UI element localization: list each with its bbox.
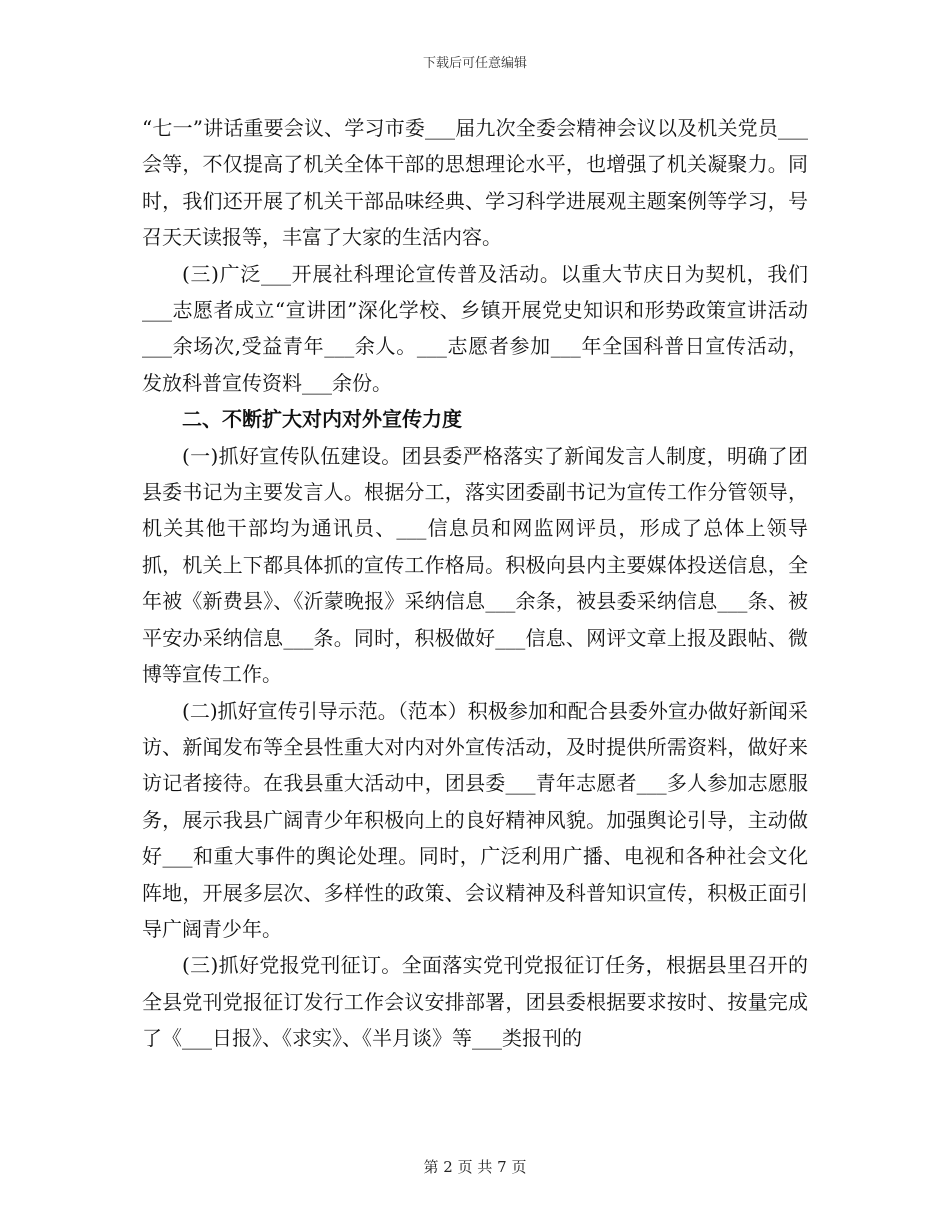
paragraph-3: (一)抓好宣传队伍建设。团县委严格落实了新闻发言人制度，明确了团县委书记为主要发言人。根据分工，落实团委副书记为宣传工作分管领导，机关其他干部均为通讯员、___信息员和网监网评员，形成了总体上领导抓，机关上下都具体抓的宣传工作格局。积极向县内主要媒体投送信息，全年被《新费县》、《沂蒙晚报》采纳信息___余条，被县委采纳信息___条、被平安办采纳信息___条。同时，积极做好___信息、网评文章上报及跟帖、微博等宣传工作。 xyxy=(142,443,808,687)
page-header: 下载后可任意编辑 xyxy=(422,56,527,71)
page-footer: 第 2 页 共 7 页 xyxy=(423,1158,527,1176)
document-body xyxy=(142,110,808,1057)
section-heading: 二、不断扩大对内对外宣传力度 xyxy=(182,407,462,432)
paragraph-4: (二)抓好宣传引导示范。（范本）积极参加和配合县委外宣办做好新闻采访、新闻发布等全县性重大对内对外宣传活动，及时提供所需资料，做好来访记者接待。在我县重大活动中，团县委___青年志愿者___多人参加志愿服务，展示我县广阔青少年积极向上的良好精神风貌。加强舆论引导，主动做好___和重大事件的舆论处理。同时，广泛利用广播、电视和各种社会文化阵地，开展多层次、多样性的政策、会议精神及科普知识宣传，积极正面引导广阔青少年。 xyxy=(142,698,808,941)
paragraph-5: (三)抓好党报党刊征订。全面落实党刊党报征订任务，根据县里召开的全县党刊党报征订发行工作会议安排部署，团县委根据要求按时、按量完成了《___日报》、《求实》、《半月谈》等___类报刊的 xyxy=(142,953,808,1051)
paragraph-1: “七一”讲话重要会议、学习市委___届九次全委会精神会议以及机关党员___会等，不仅提高了机关全体干部的思想理论水平，也增强了机关凝聚力。同时，我们还开展了机关干部品味经典、学习科学进展观主题案例等学习，号召天天读报等，丰富了大家的生活内容。 xyxy=(142,116,808,250)
paragraph-2: (三)广泛___开展社科理论宣传普及活动。以重大节庆日为契机，我们___志愿者成立“宣讲团”深化学校、乡镇开展党史知识和形势政策宣讲活动___余场次,受益青年___余人。___志愿者参加___年全国科普日宣传活动，发放科普宣传资料___余份。 xyxy=(142,261,808,395)
